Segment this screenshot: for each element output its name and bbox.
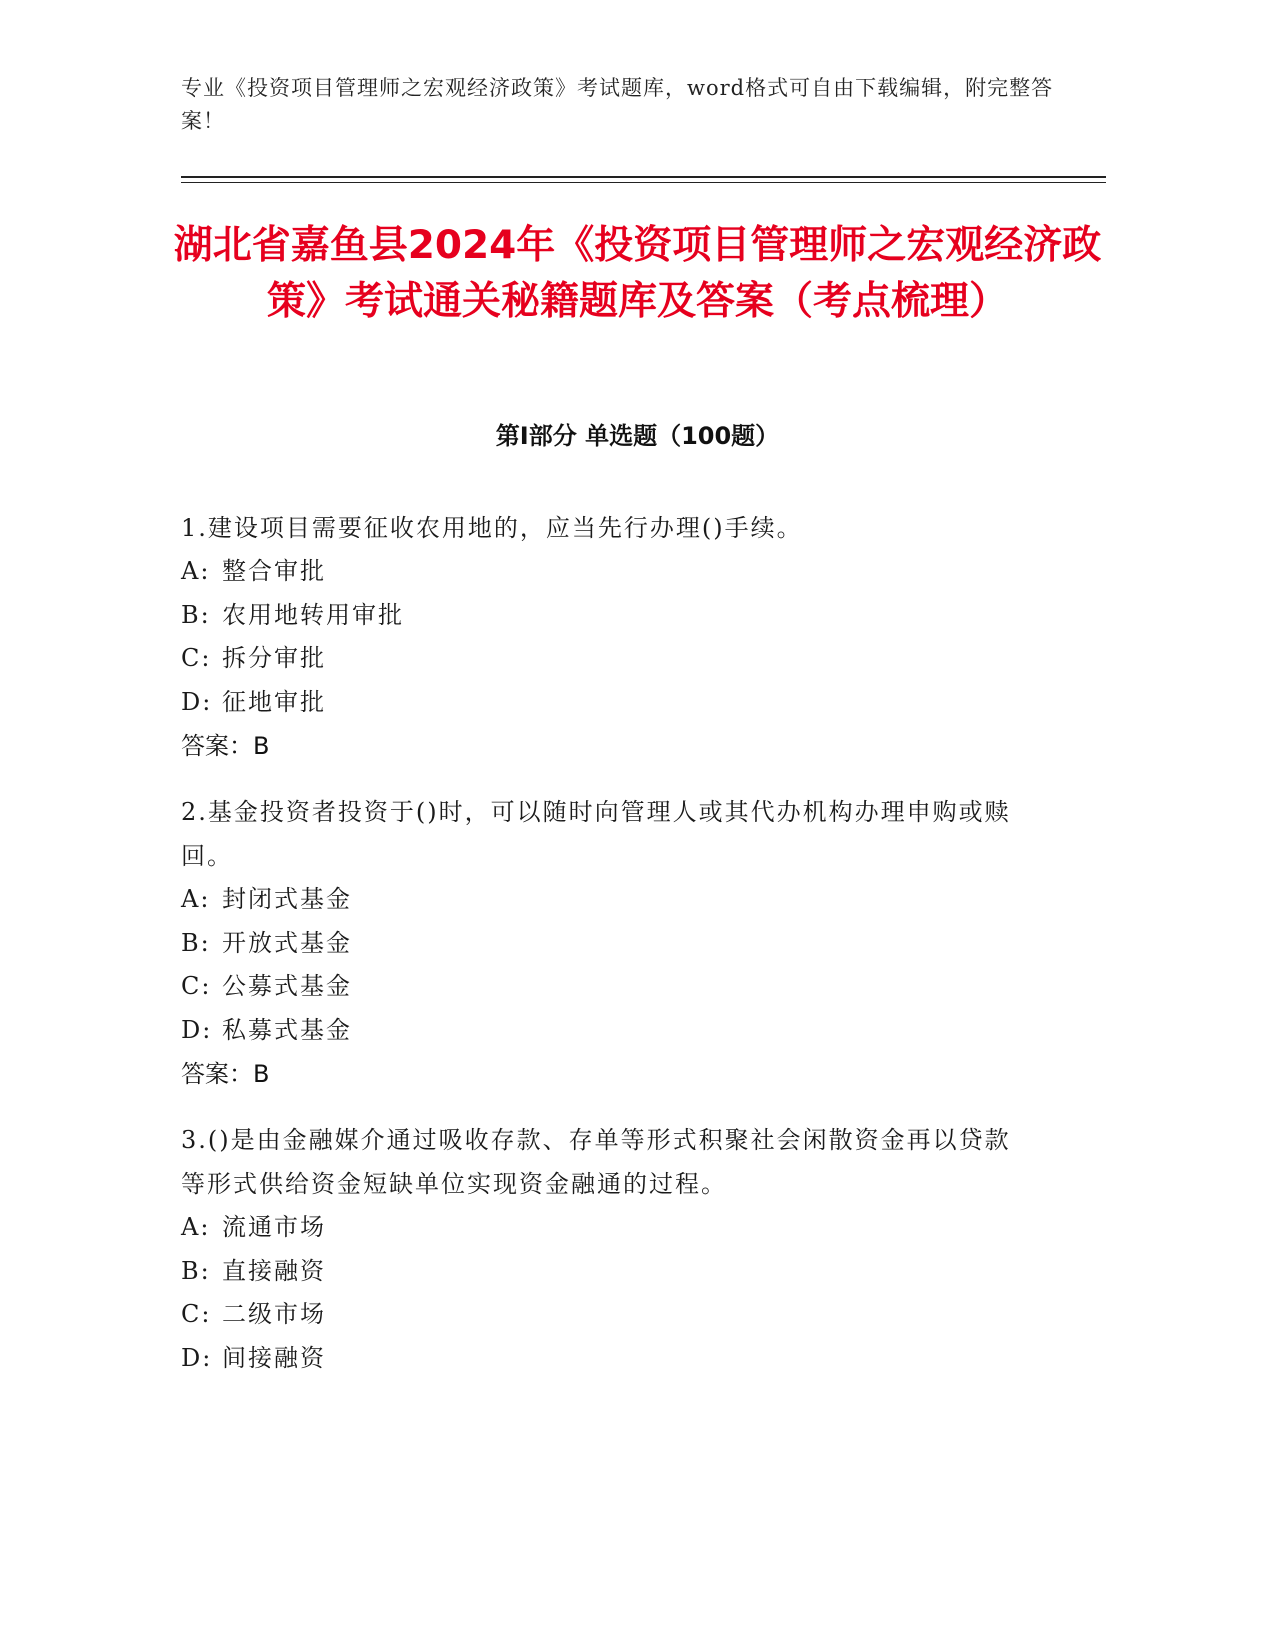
option-text: 征地审批 xyxy=(222,687,326,716)
option-text: 整合审批 xyxy=(222,557,326,585)
option-letter: A: xyxy=(181,557,211,585)
question-list xyxy=(181,506,1031,1402)
option-a xyxy=(181,878,1031,922)
question-stem: 1.建设项目需要征收农用地的，应当先行办理()手续。 xyxy=(181,514,803,542)
option-c xyxy=(181,965,1031,1009)
section-heading: 第Ⅰ部分 单选题（100题） xyxy=(495,422,780,450)
header-divider-thick xyxy=(181,176,1106,178)
answer-line: 答案：B xyxy=(181,1060,270,1088)
option-letter: B: xyxy=(181,600,211,629)
option-d xyxy=(181,1009,1031,1053)
question-1 xyxy=(181,506,1031,768)
header-note: 专业《投资项目管理师之宏观经济政策》考试题库，word格式可自由下载编辑，附完整答案！ xyxy=(181,76,1054,133)
option-text: 间接融资 xyxy=(222,1343,326,1372)
option-b xyxy=(181,922,1031,966)
option-text: 流通市场 xyxy=(222,1213,326,1241)
question-3 xyxy=(181,1118,1031,1380)
option-text: 开放式基金 xyxy=(222,928,352,957)
option-letter: D: xyxy=(181,1343,213,1372)
option-text: 封闭式基金 xyxy=(222,885,352,913)
answer-line: 答案：B xyxy=(181,732,270,760)
option-text: 公募式基金 xyxy=(222,972,352,1000)
option-letter: B: xyxy=(181,928,211,957)
option-letter: A: xyxy=(181,885,211,913)
option-text: 拆分审批 xyxy=(222,644,326,672)
header-divider-thin xyxy=(181,182,1106,183)
option-d xyxy=(181,681,1031,725)
option-b xyxy=(181,1250,1031,1294)
option-text: 私募式基金 xyxy=(222,1015,352,1044)
option-text: 二级市场 xyxy=(222,1300,326,1328)
option-letter: B: xyxy=(181,1256,211,1285)
question-stem: 3.()是由金融媒介通过吸收存款、存单等形式积聚社会闲散资金再以贷款等形式供给资金短缺单位实现资金融通的过程。 xyxy=(181,1126,1011,1198)
option-letter: C: xyxy=(181,972,212,1000)
option-text: 直接融资 xyxy=(222,1256,326,1285)
option-d xyxy=(181,1337,1031,1381)
option-letter: A: xyxy=(181,1213,211,1241)
option-letter: D: xyxy=(181,1015,213,1044)
question-stem: 2.基金投资者投资于()时，可以随时向管理人或其代办机构办理申购或赎回。 xyxy=(181,798,1011,870)
option-letter: C: xyxy=(181,1300,212,1328)
option-a xyxy=(181,550,1031,594)
document-title: 湖北省嘉鱼县2024年《投资项目管理师之宏观经济政策》考试通关秘籍题库及答案（考点梳理） xyxy=(173,223,1102,324)
question-2 xyxy=(181,790,1031,1096)
option-text: 农用地转用审批 xyxy=(222,600,404,629)
option-c xyxy=(181,637,1031,681)
option-letter: D: xyxy=(181,687,213,716)
option-a xyxy=(181,1206,1031,1250)
option-c xyxy=(181,1293,1031,1337)
option-letter: C: xyxy=(181,644,212,672)
option-b xyxy=(181,594,1031,638)
